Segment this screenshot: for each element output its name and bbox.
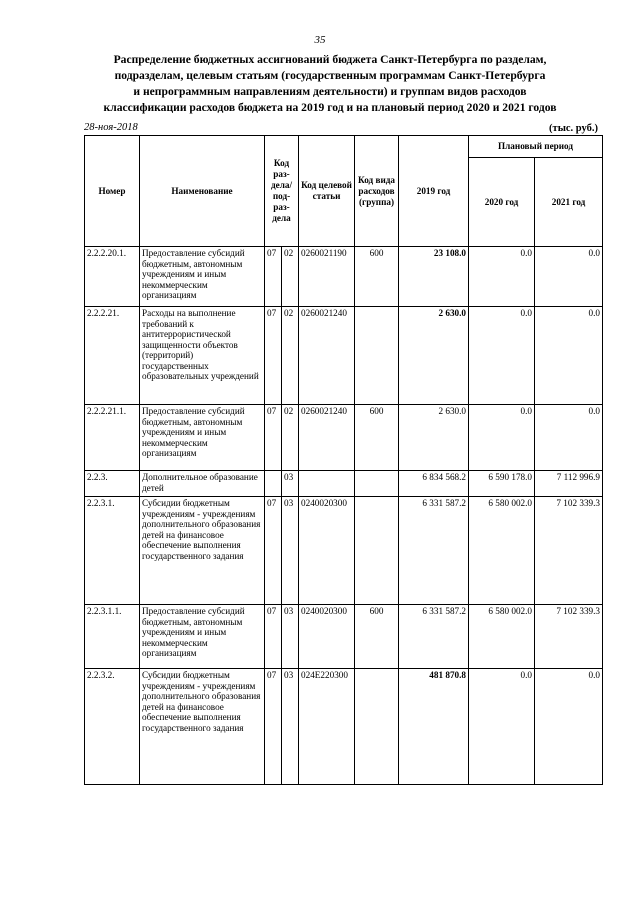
row-expense-type: 600 <box>355 405 399 471</box>
row-2021: 7 102 339.3 <box>535 497 603 605</box>
row-expense-type <box>355 669 399 785</box>
table-row <box>85 669 603 785</box>
table-row <box>85 605 603 669</box>
row-expense-type <box>355 307 399 405</box>
row-2021: 0.0 <box>535 405 603 471</box>
row-target-code: 0240020300 <box>299 605 355 669</box>
row-2021: 0.0 <box>535 307 603 405</box>
row-2020: 6 580 002.0 <box>469 497 535 605</box>
row-section: 07 <box>265 605 282 669</box>
row-subsection: 03 <box>282 497 299 605</box>
row-number: 2.2.3. <box>85 471 140 497</box>
row-expense-type <box>355 471 399 497</box>
budget-table <box>84 135 603 785</box>
row-section: 07 <box>265 497 282 605</box>
row-2020: 0.0 <box>469 669 535 785</box>
header-name: Наименование <box>140 136 265 247</box>
header-year-2021: 2021 год <box>535 158 603 247</box>
row-name: Предоставление субсидий бюджетным, автономным учреждениям и иным некоммерческим организациям <box>140 605 265 669</box>
row-expense-type <box>355 497 399 605</box>
row-2019: 2 630.0 <box>399 405 469 471</box>
row-section: 07 <box>265 405 282 471</box>
row-name: Субсидии бюджетным учреждениям - учреждениям дополнительного образования детей на финансовое обеспечение выполнения государственного задания <box>140 669 265 785</box>
row-section: 07 <box>265 669 282 785</box>
header-planned-period: Плановый период <box>469 136 603 158</box>
row-target-code <box>299 471 355 497</box>
row-target-code: 0260021240 <box>299 307 355 405</box>
table-row <box>85 497 603 605</box>
row-name: Субсидии бюджетным учреждениям - учреждениям дополнительного образования детей на финансовое обеспечение выполнения государственного задания <box>140 497 265 605</box>
row-number: 2.2.2.21. <box>85 307 140 405</box>
row-subsection: 03 <box>282 669 299 785</box>
row-number: 2.2.3.2. <box>85 669 140 785</box>
row-2021: 7 102 339.3 <box>535 605 603 669</box>
row-target-code: 0260021240 <box>299 405 355 471</box>
table-row <box>85 247 603 307</box>
row-target-code: 024E220300 <box>299 669 355 785</box>
header-year-2020: 2020 год <box>469 158 535 247</box>
row-2020: 0.0 <box>469 247 535 307</box>
row-section <box>265 471 282 497</box>
page-number: 35 <box>314 34 326 46</box>
row-2019: 481 870.8 <box>399 669 469 785</box>
row-section: 07 <box>265 247 282 307</box>
row-subsection: 03 <box>282 605 299 669</box>
header-expense-type-code: Код вида расходов (группа) <box>355 136 399 247</box>
row-2021: 0.0 <box>535 247 603 307</box>
table-row <box>85 405 603 471</box>
title-line: классификации расходов бюджета на 2019 год и на плановый период 2020 и 2021 годов <box>103 101 557 114</box>
table-row <box>85 307 603 405</box>
row-subsection: 02 <box>282 247 299 307</box>
header-target-code: Код целевой статьи <box>299 136 355 247</box>
row-subsection: 02 <box>282 405 299 471</box>
table-row <box>85 471 603 497</box>
row-subsection: 03 <box>282 471 299 497</box>
row-name: Дополнительное образование детей <box>140 471 265 497</box>
row-2021: 0.0 <box>535 669 603 785</box>
row-2019: 6 331 587.2 <box>399 605 469 669</box>
row-expense-type: 600 <box>355 605 399 669</box>
row-number: 2.2.3.1.1. <box>85 605 140 669</box>
row-2019: 23 108.0 <box>399 247 469 307</box>
row-2019: 6 331 587.2 <box>399 497 469 605</box>
title-line: Распределение бюджетных ассигнований бюджета Санкт-Петербурга по разделам, <box>113 53 547 66</box>
title-line: и непрограммным направлениям деятельности) и группам видов расходов <box>133 85 527 98</box>
document-title <box>60 52 600 116</box>
row-2021: 7 112 996.9 <box>535 471 603 497</box>
row-expense-type: 600 <box>355 247 399 307</box>
row-number: 2.2.2.21.1. <box>85 405 140 471</box>
row-number: 2.2.3.1. <box>85 497 140 605</box>
row-target-code: 0240020300 <box>299 497 355 605</box>
row-subsection: 02 <box>282 307 299 405</box>
header-number: Номер <box>85 136 140 247</box>
row-name: Предоставление субсидий бюджетным, автономным учреждениям и иным некоммерческим организациям <box>140 247 265 307</box>
header-section-code: Код раз-дела/ под-раз-дела <box>265 136 299 247</box>
row-number: 2.2.2.20.1. <box>85 247 140 307</box>
document-date: 28-ноя-2018 <box>84 122 138 133</box>
header-year-2019: 2019 год <box>399 136 469 247</box>
row-section: 07 <box>265 307 282 405</box>
units-label: (тыс. руб.) <box>549 123 598 134</box>
row-name: Расходы на выполнение требований к антитеррористической защищенности объектов (территорий) государственных образовательных учреждений <box>140 307 265 405</box>
row-2020: 0.0 <box>469 307 535 405</box>
row-2020: 0.0 <box>469 405 535 471</box>
row-2019: 6 834 568.2 <box>399 471 469 497</box>
title-line: подразделам, целевым статьям (государственным программам Санкт-Петербурга <box>114 69 546 82</box>
row-target-code: 0260021190 <box>299 247 355 307</box>
row-2019: 2 630.0 <box>399 307 469 405</box>
row-2020: 6 580 002.0 <box>469 605 535 669</box>
row-name: Предоставление субсидий бюджетным, автономным учреждениям и иным некоммерческим организациям <box>140 405 265 471</box>
row-2020: 6 590 178.0 <box>469 471 535 497</box>
